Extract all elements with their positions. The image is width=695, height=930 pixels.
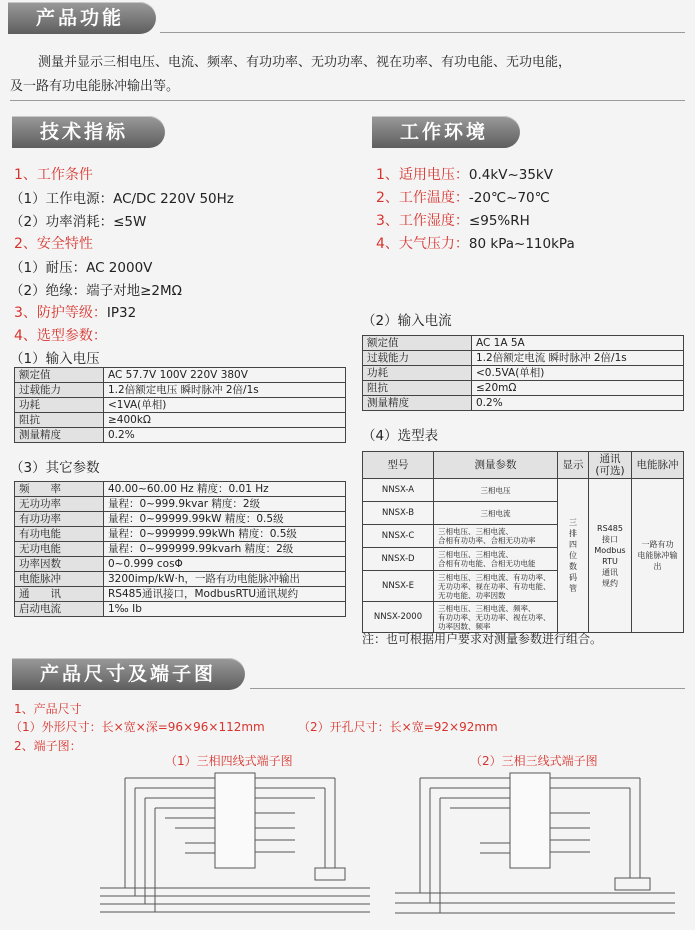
cell: 有功功率 <box>15 512 104 527</box>
tech-l2: 2、安全特性 <box>14 236 93 252</box>
tech-l3: 3、防护等级： <box>14 305 107 321</box>
selection-table-title: （4）选型表 <box>362 428 439 444</box>
tech-section-title: 技术指标 <box>12 116 165 148</box>
header-pulse: 电能脉冲 <box>632 452 684 479</box>
cell: 量程：0~99999.99kW 精度：0.5级 <box>104 512 346 527</box>
header-comm: 通讯 (可选) <box>589 452 632 479</box>
cell: 无功功率 <box>15 497 104 512</box>
env-e2-value: -20℃~70℃ <box>468 190 550 206</box>
table-row <box>363 381 684 396</box>
tech-l3-value: IP32 <box>106 305 137 321</box>
cell: ≥400kΩ <box>104 413 346 428</box>
cell: 3200imp/kW·h，一路有功电能脉冲输出 <box>104 572 346 587</box>
table-row <box>15 587 346 602</box>
tech-l1b: （2）功率消耗：≤5W <box>10 214 147 230</box>
table-row <box>15 368 346 383</box>
header-params: 测量参数 <box>434 452 558 479</box>
table-row <box>15 413 346 428</box>
size-s1a: （1）外形尺寸：长×宽×深=96×96×112mm <box>10 720 265 734</box>
function-text-1: 测量并显示三相电压、电流、频率、有功功率、无功功率、视在功率、有功电能、无功电能， <box>38 55 572 70</box>
table-row <box>15 383 346 398</box>
cell: 三相电压、三相电流、频率、 有功功率、无功功率、视在功率、 功率因数、频率 <box>434 602 558 633</box>
divider <box>10 100 685 101</box>
cell: 电能脉冲 <box>15 572 104 587</box>
cell: 功耗 <box>363 366 472 381</box>
env-e3-value: ≤95%RH <box>468 213 530 229</box>
table-row <box>15 527 346 542</box>
cell: 频 率 <box>15 482 104 497</box>
table-row <box>15 557 346 572</box>
env-e3: 3、工作湿度： <box>376 213 469 229</box>
voltage-table-title: （1）输入电压 <box>10 351 100 367</box>
cell: 1.2倍额定电流 瞬时脉冲 2倍/1s <box>472 351 684 366</box>
cell: 量程：0~999999.99kvarh 精度：2级 <box>104 542 346 557</box>
table-row <box>15 512 346 527</box>
cell: 量程：0~999.9kvar 精度：2级 <box>104 497 346 512</box>
cell: 阻抗 <box>363 381 472 396</box>
pulse-cell: 一路有功 电能脉冲输出 <box>632 479 684 633</box>
cell: 测量精度 <box>363 396 472 411</box>
current-table-title: （2）输入电流 <box>362 313 452 329</box>
cell: 额定值 <box>363 336 472 351</box>
table-row <box>363 336 684 351</box>
cell: AC 57.7V 100V 220V 380V <box>104 368 346 383</box>
cell: NNSX-C <box>363 525 434 548</box>
other-table-title: （3）其它参数 <box>10 460 100 476</box>
cell: 过载能力 <box>363 351 472 366</box>
cell: RS485通讯接口，ModbusRTU通讯规约 <box>104 587 346 602</box>
table-row <box>363 452 684 479</box>
env-e1: 1、适用电压： <box>376 167 469 183</box>
table-row <box>15 542 346 557</box>
cell: NNSX-E <box>363 571 434 602</box>
header-model: 型号 <box>363 452 434 479</box>
cell: 测量精度 <box>15 428 104 443</box>
wiring-diagram-4wire <box>95 768 375 928</box>
cell: 三相电流 <box>434 502 558 525</box>
cell: 功率因数 <box>15 557 104 572</box>
divider <box>160 32 685 33</box>
size-s1: 1、产品尺寸 <box>14 702 82 716</box>
table-row <box>363 366 684 381</box>
size-section-title: 产品尺寸及端子图 <box>12 658 245 690</box>
wiring-diagram-3wire <box>390 768 680 928</box>
cell: 过载能力 <box>15 383 104 398</box>
cell: 无功电能 <box>15 542 104 557</box>
cell: 0~0.999 cosΦ <box>104 557 346 572</box>
cell: 40.00~60.00 Hz 精度：0.01 Hz <box>104 482 346 497</box>
cell: ≤20mΩ <box>472 381 684 396</box>
cell: <1VA(单相) <box>104 398 346 413</box>
table-row <box>363 351 684 366</box>
table-row <box>15 428 346 443</box>
voltage-table <box>14 367 346 443</box>
cell: 0.2% <box>472 396 684 411</box>
current-table <box>362 335 684 411</box>
table-row <box>15 572 346 587</box>
cell: 额定值 <box>15 368 104 383</box>
diagram-2-title: （2）三相三线式端子图 <box>470 754 598 768</box>
env-section-title: 工作环境 <box>372 116 520 148</box>
tech-l2b: （2）绝缘：端子对地≥2MΩ <box>10 283 182 299</box>
cell: 1.2倍额定电压 瞬时脉冲 2倍/1s <box>104 383 346 398</box>
cell: 有功电能 <box>15 527 104 542</box>
size-s2: 2、端子图： <box>14 739 82 753</box>
env-e4: 4、大气压力： <box>376 236 469 252</box>
env-e2: 2、工作温度： <box>376 190 469 206</box>
table-row <box>363 396 684 411</box>
table-row <box>15 398 346 413</box>
cell: NNSX-A <box>363 479 434 502</box>
cell: 1‰ Ib <box>104 602 346 617</box>
cell: 三相电压 <box>434 479 558 502</box>
cell: 三相电压、三相电流、 合相有功功率、合相无功功率 <box>434 525 558 548</box>
cell: 量程：0~999999.99kWh 精度：0.5级 <box>104 527 346 542</box>
diagram-1-title: （1）三相四线式端子图 <box>165 754 293 768</box>
cell: 启动电流 <box>15 602 104 617</box>
tech-l1: 1、工作条件 <box>14 167 93 183</box>
header-display: 显示 <box>558 452 589 479</box>
cell: 0.2% <box>104 428 346 443</box>
tech-l4: 4、选型参数： <box>14 328 107 344</box>
table-row <box>15 497 346 512</box>
cell: NNSX-2000 <box>363 602 434 633</box>
selection-note: 注：也可根据用户要求对测量参数进行组合。 <box>362 632 603 646</box>
env-e1-value: 0.4kV~35kV <box>468 167 553 183</box>
tech-l1a: （1）工作电源：AC/DC 220V 50Hz <box>10 191 234 207</box>
env-e4-value: 80 kPa~110kPa <box>468 236 575 252</box>
function-text-2: 及一路有功电能脉冲输出等。 <box>10 79 180 94</box>
cell: 阻抗 <box>15 413 104 428</box>
cell: 三相电压、三相电流、有功功率、 无功功率、视在功率、有功电能、 无功电能、功率因数 <box>434 571 558 602</box>
cell: 三相电压、三相电流、 合相有功电能、合相无功电能 <box>434 548 558 571</box>
function-section-title: 产品功能 <box>8 2 156 34</box>
cell: <0.5VA(单相) <box>472 366 684 381</box>
cell: 通 讯 <box>15 587 104 602</box>
table-row <box>15 602 346 617</box>
cell: AC 1A 5A <box>472 336 684 351</box>
other-table <box>14 481 346 617</box>
cell: NNSX-B <box>363 502 434 525</box>
comm-cell: RS485 接口 Modbus RTU 通讯 规约 <box>589 479 632 633</box>
cell: NNSX-D <box>363 548 434 571</box>
table-row <box>363 479 684 502</box>
cell: 功耗 <box>15 398 104 413</box>
display-cell: 三 排 四 位 数 码 管 <box>558 479 589 633</box>
size-s1b: （2）开孔尺寸：长×宽=92×92mm <box>298 720 498 734</box>
table-row <box>15 482 346 497</box>
divider <box>250 688 685 689</box>
selection-table <box>362 451 684 633</box>
tech-l2a: （1）耐压：AC 2000V <box>10 260 153 276</box>
